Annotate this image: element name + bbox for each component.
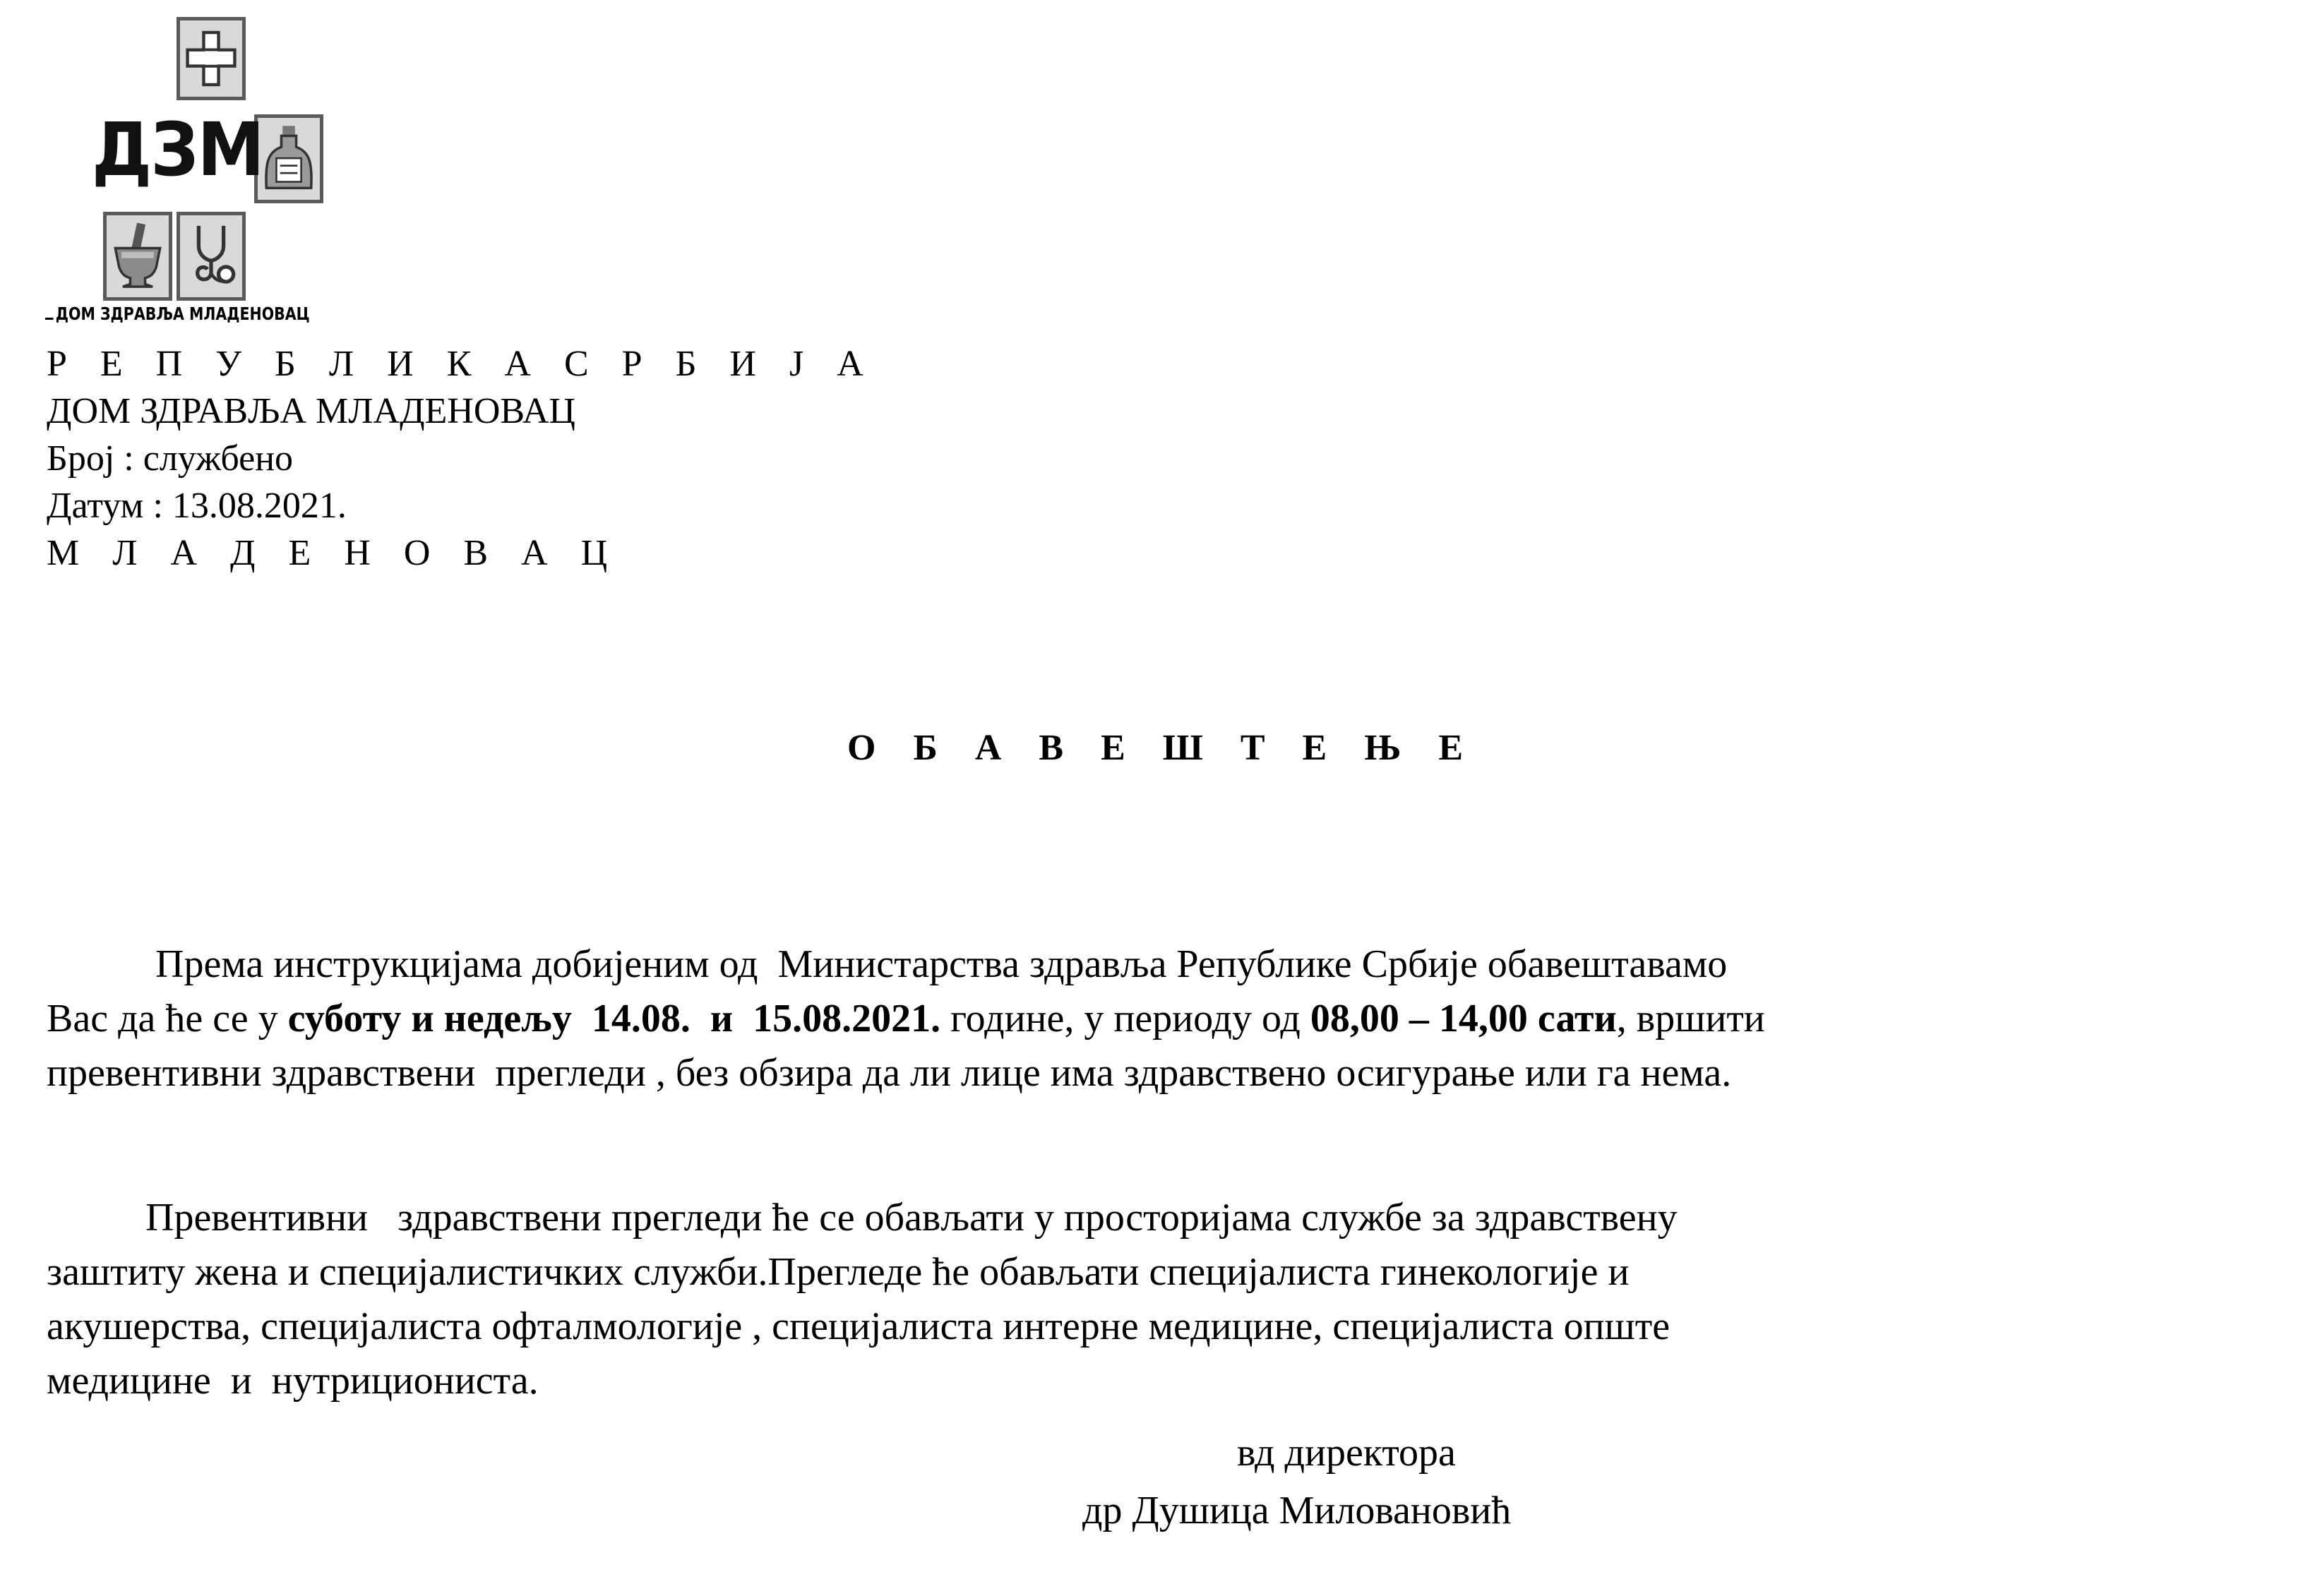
text-run: Вас да ће се у	[47, 997, 288, 1040]
logo-dash	[45, 318, 53, 320]
paragraph-2	[47, 1191, 2165, 1408]
institution-logo	[42, 10, 353, 328]
text-run: године, у периоду од	[940, 997, 1310, 1040]
paragraph-2-line-1: Превентивни здравствени прегледи ће се обављати у просторијама службе за здравствену	[47, 1196, 1678, 1240]
mortar-pestle-icon	[103, 212, 172, 301]
header-country: Р Е П У Б Л И К А С Р Б И Ј А	[47, 344, 875, 384]
signature-role: вд директора	[1237, 1431, 1456, 1475]
document-title: О Б А В Е Ш Т Е Њ Е	[847, 728, 1478, 768]
bold-dates: суботу и недељу 14.08. и 15.08.2021.	[287, 997, 941, 1040]
header-number: Број : службено	[47, 438, 294, 479]
header-city: М Л А Д Е Н О В А Ц	[47, 533, 620, 573]
header-institution: ДОМ ЗДРАВЉА МЛАДЕНОВАЦ	[47, 391, 575, 431]
header-date: Датум : 13.08.2021.	[47, 486, 347, 526]
logo-subline-text: ДОМ ЗДРАВЉА МЛАДЕНОВАЦ	[55, 304, 310, 324]
paragraph-1-line-3: превентивни здравствени прегледи , без обзира да ли лице има здравствено осигурање или га нема.	[47, 1051, 1732, 1095]
cross-icon	[177, 17, 246, 100]
paragraph-1-line-2	[47, 992, 2165, 1046]
paragraph-1-line-1: Према инструкцијама добијеним од Министарства здравља Републике Србије обавештавамо	[47, 942, 1728, 986]
paragraph-2-line-3: акушерства, специјалиста офталмологије , специјалиста интерне медицине, специјалиста опште	[47, 1304, 1670, 1348]
document-header	[47, 340, 875, 577]
document-body	[47, 937, 2165, 1408]
bold-hours: 08,00 – 14,00 сати	[1310, 997, 1617, 1040]
signature-name: др Душица Миловановић	[1082, 1489, 1512, 1532]
paragraph-1	[47, 937, 2165, 1100]
paragraph-2-line-4: медицине и нутрициониста.	[47, 1359, 539, 1403]
paragraph-2-line-2: заштиту жена и специјалистичких служби.Прегледе ће обављати специјалиста гинекологије и	[47, 1250, 1630, 1294]
logo-mark-text: ДЗМ	[92, 107, 263, 193]
logo-subline	[45, 305, 310, 323]
paragraph-gap	[47, 1100, 2165, 1191]
stethoscope-icon	[177, 212, 246, 301]
flask-icon	[254, 114, 323, 203]
text-run: , вршити	[1616, 997, 1765, 1040]
